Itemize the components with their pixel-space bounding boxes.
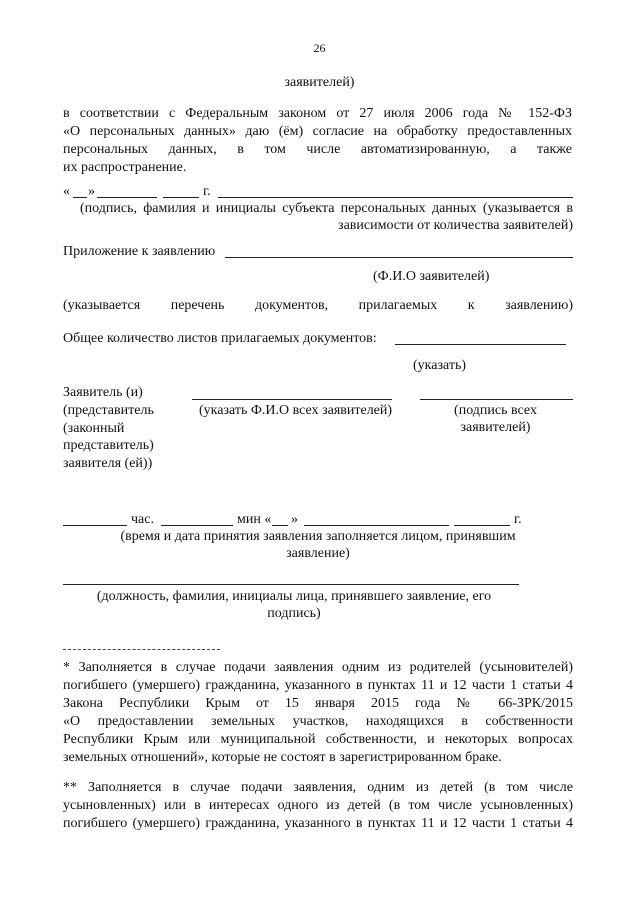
- day-blank[interactable]: [272, 525, 288, 526]
- minutes-blank[interactable]: [161, 525, 233, 526]
- footnote-line: ** Заполняется в случае подачи заявления, одним из детей (в том числе: [63, 780, 573, 795]
- year-suffix: г.: [203, 184, 211, 199]
- attachment-blank[interactable]: [225, 257, 573, 258]
- receiver-blank[interactable]: [63, 584, 519, 585]
- time-caption-line: заявление): [286, 546, 350, 561]
- fio-caption: (Ф.И.О заявителей): [373, 269, 490, 284]
- footnote-line: усыновленных) или в интересах одного из детей (в том числе усыновленных): [63, 798, 573, 813]
- applicant-label-line: заявителя (ей)): [63, 456, 153, 471]
- signature-caption-line: (подпись, фамилия и инициалы субъекта персональных данных (указывается в: [80, 201, 573, 216]
- heading-tail: заявителей): [284, 75, 355, 90]
- minutes-label: мин «: [237, 512, 272, 527]
- applicant-sign-blank[interactable]: [420, 399, 573, 400]
- applicant-sign-caption: заявителей): [460, 420, 531, 435]
- consent-line-last: их распространение.: [63, 160, 187, 175]
- applicant-names-caption: (указать Ф.И.О всех заявителей): [199, 403, 393, 418]
- applicant-label-line: (представитель: [63, 403, 154, 418]
- attachment-label: Приложение к заявлению: [63, 244, 216, 259]
- sheets-blank[interactable]: [395, 344, 566, 345]
- footnote-line: погибшего (умершего) гражданина, указанного в пунктах 11 и 12 части 1 статьи 4: [63, 678, 573, 693]
- date-open-quote: «: [63, 184, 70, 199]
- footnote-line: Республики Крым или муниципальной собственности, и некоторых вопросах: [63, 732, 573, 747]
- applicant-label-line: (законный: [63, 421, 125, 436]
- time-caption-line: (время и дата принятия заявления заполняется лицом, принявшим: [120, 529, 516, 544]
- applicant-sign-caption: (подпись всех: [454, 403, 537, 418]
- month-blank[interactable]: [97, 197, 157, 198]
- signature-blank[interactable]: [218, 197, 573, 198]
- consent-line: в соответствии с Федеральным законом от 27 июля 2006 года № 152-ФЗ: [63, 106, 572, 121]
- receiver-caption-line: подпись): [267, 606, 321, 621]
- year-blank[interactable]: [454, 525, 510, 526]
- year-blank[interactable]: [163, 197, 199, 198]
- page-number: 26: [313, 41, 326, 55]
- footnote-line: * Заполняется в случае подачи заявления одним из родителей (усыновителей): [63, 660, 573, 675]
- consent-line: персональных данных, в том числе автоматизированную, а также: [63, 142, 572, 157]
- applicant-label-line: Заявитель (и): [63, 385, 143, 400]
- consent-line: «О персональных данных» даю (ём) согласие на обработку предоставленных: [63, 124, 572, 139]
- footnote-line-last: земельных отношений», которые не состоят в зарегистрированном браке.: [63, 750, 502, 765]
- time-year-suffix: г.: [514, 512, 522, 527]
- date-close-quote: »: [88, 184, 95, 199]
- month-blank[interactable]: [304, 525, 449, 526]
- signature-caption-line: зависимости от количества заявителей): [338, 218, 573, 233]
- time-close-quote: »: [291, 512, 298, 527]
- day-blank[interactable]: [73, 197, 87, 198]
- hours-label: час.: [131, 512, 154, 527]
- footnote-line: Закона Республики Крым от 15 января 2015 года № 66-ЗРК/2015: [63, 696, 573, 711]
- footnote-line: «О предоставлении земельных участков, находящихся в собственности: [63, 714, 573, 729]
- sheets-label: Общее количество листов прилагаемых документов:: [63, 331, 377, 346]
- sheets-caption: (указать): [413, 358, 467, 373]
- docs-caption: (указывается перечень документов, прилагаемых к заявлению): [63, 298, 573, 313]
- footnote-line: погибшего (умершего) гражданина, указанного в пунктах 11 и 12 части 1 статьи 4: [63, 816, 573, 831]
- footnote-separator: [63, 649, 220, 650]
- receiver-caption-line: (должность, фамилия, инициалы лица, принявшего заявление, его: [96, 589, 492, 604]
- applicant-label-line: представитель): [63, 438, 154, 453]
- applicant-names-blank[interactable]: [192, 399, 392, 400]
- hours-blank[interactable]: [63, 525, 127, 526]
